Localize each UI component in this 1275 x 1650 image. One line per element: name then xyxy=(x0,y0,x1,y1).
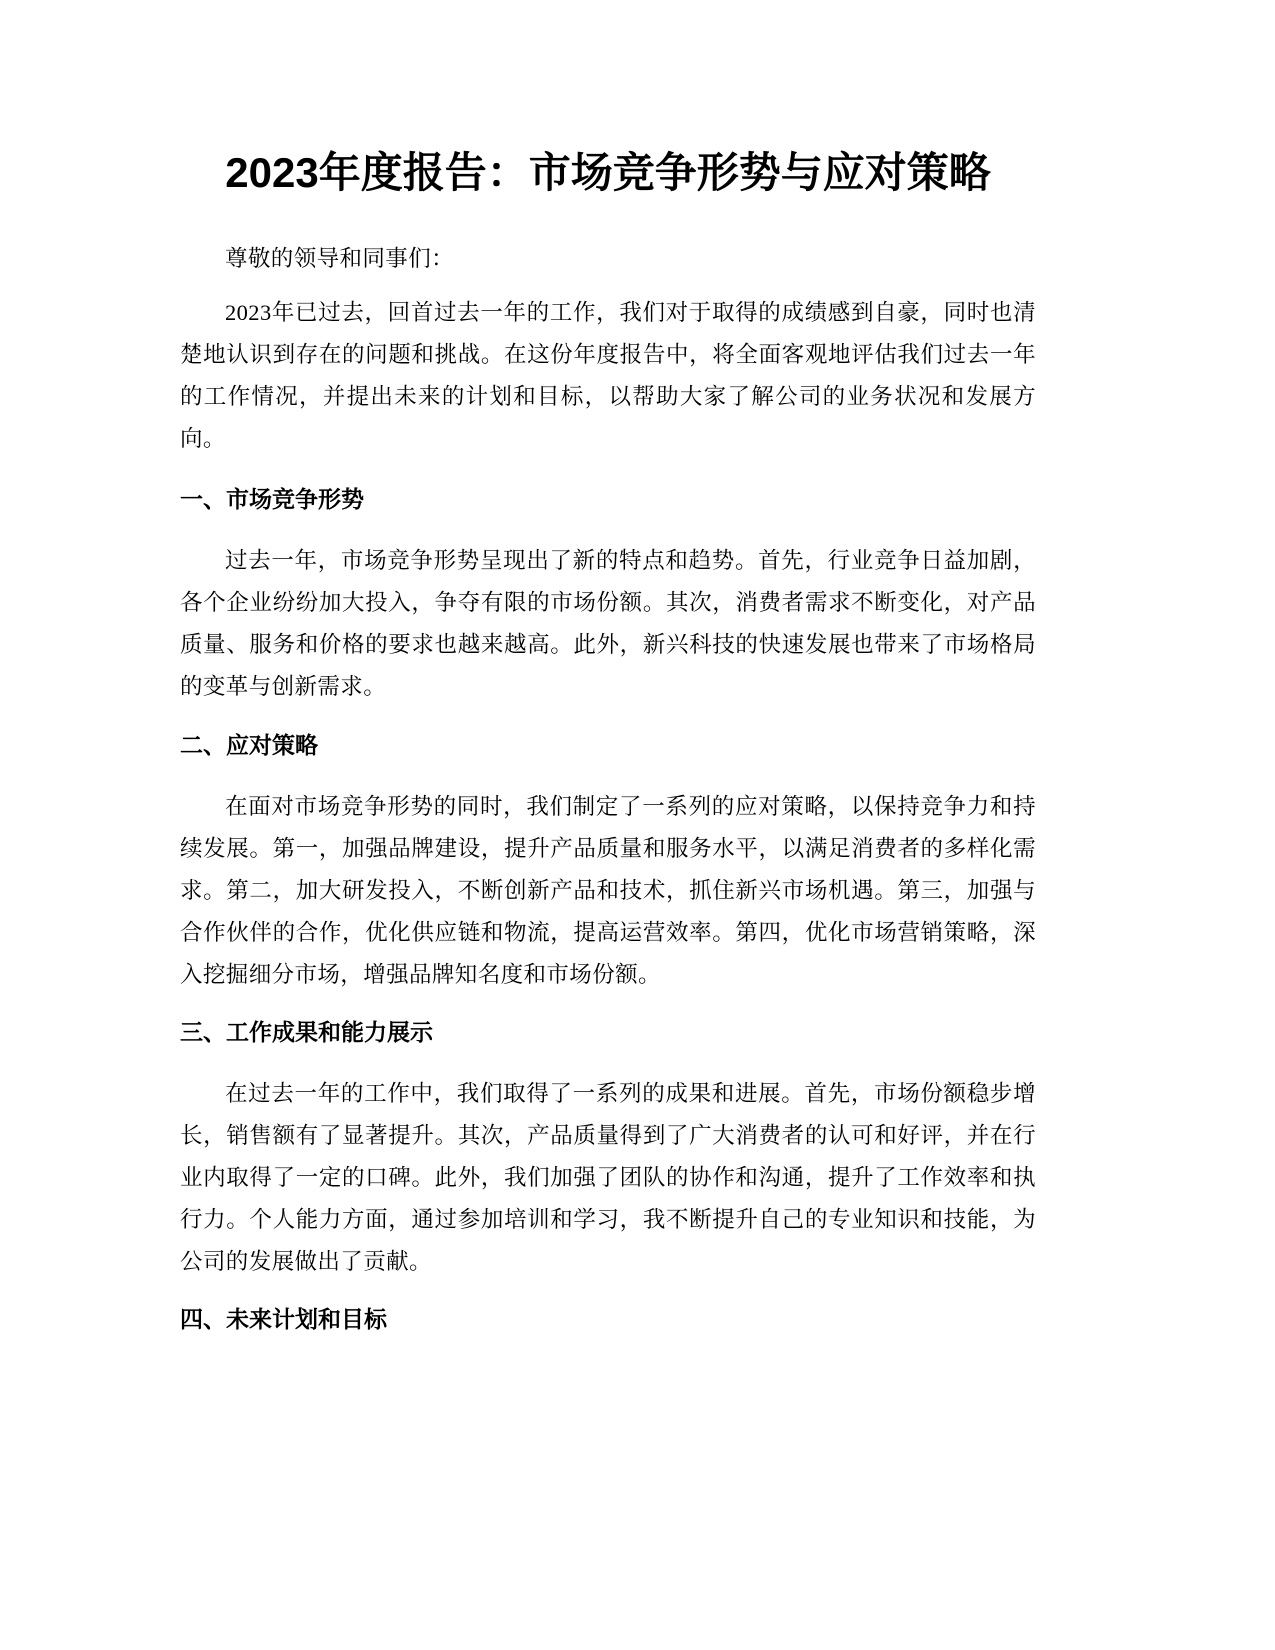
intro-paragraph: 2023年已过去，回首过去一年的工作，我们对于取得的成绩感到自豪，同时也清楚地认识到存在的问题和挑战。在这份年度报告中，将全面客观地评估我们过去一年的工作情况，并提出未来的计划和目标，以帮助大家了解公司的业务状况和发展方向。 xyxy=(180,300,1036,451)
section-body-strategy: 在面对市场竞争形势的同时，我们制定了一系列的应对策略，以保持竞争力和持续发展。第一，加强品牌建设，提升产品质量和服务水平，以满足消费者的多样化需求。第二，加大研发投入，不断创新产品和技术，抓住新兴市场机遇。第三，加强与合作伙伴的合作，优化供应链和物流，提高运营效率。第四，优化市场营销策略，深入挖掘细分市场，增强品牌知名度和市场份额。 xyxy=(180,794,1036,987)
section-body-achievements: 在过去一年的工作中，我们取得了一系列的成果和进展。首先，市场份额稳步增长，销售额有了显著提升。其次，产品质量得到了广大消费者的认可和好评，并在行业内取得了一定的口碑。此外，我们加强了团队的协作和沟通，提升了工作效率和执行力。个人能力方面，通过参加培训和学习，我不断提升自己的专业知识和技能，为公司的发展做出了贡献。 xyxy=(180,1081,1036,1274)
page-title: 2023年度报告：市场竞争形势与应对策略 xyxy=(225,149,991,196)
salutation: 尊敬的领导和同事们： xyxy=(225,246,455,271)
section-heading-strategy: 二、应对策略 xyxy=(180,732,318,758)
section-heading-future-plans: 四、未来计划和目标 xyxy=(180,1306,387,1332)
section-heading-market-competition: 一、市场竞争形势 xyxy=(180,486,364,512)
section-body-market-competition: 过去一年，市场竞争形势呈现出了新的特点和趋势。首先，行业竞争日益加剧，各个企业纷纷加大投入，争夺有限的市场份额。其次，消费者需求不断变化，对产品质量、服务和价格的要求也越来越高。此外，新兴科技的快速发展也带来了市场格局的变革与创新需求。 xyxy=(180,548,1036,699)
section-heading-achievements: 三、工作成果和能力展示 xyxy=(180,1019,433,1045)
